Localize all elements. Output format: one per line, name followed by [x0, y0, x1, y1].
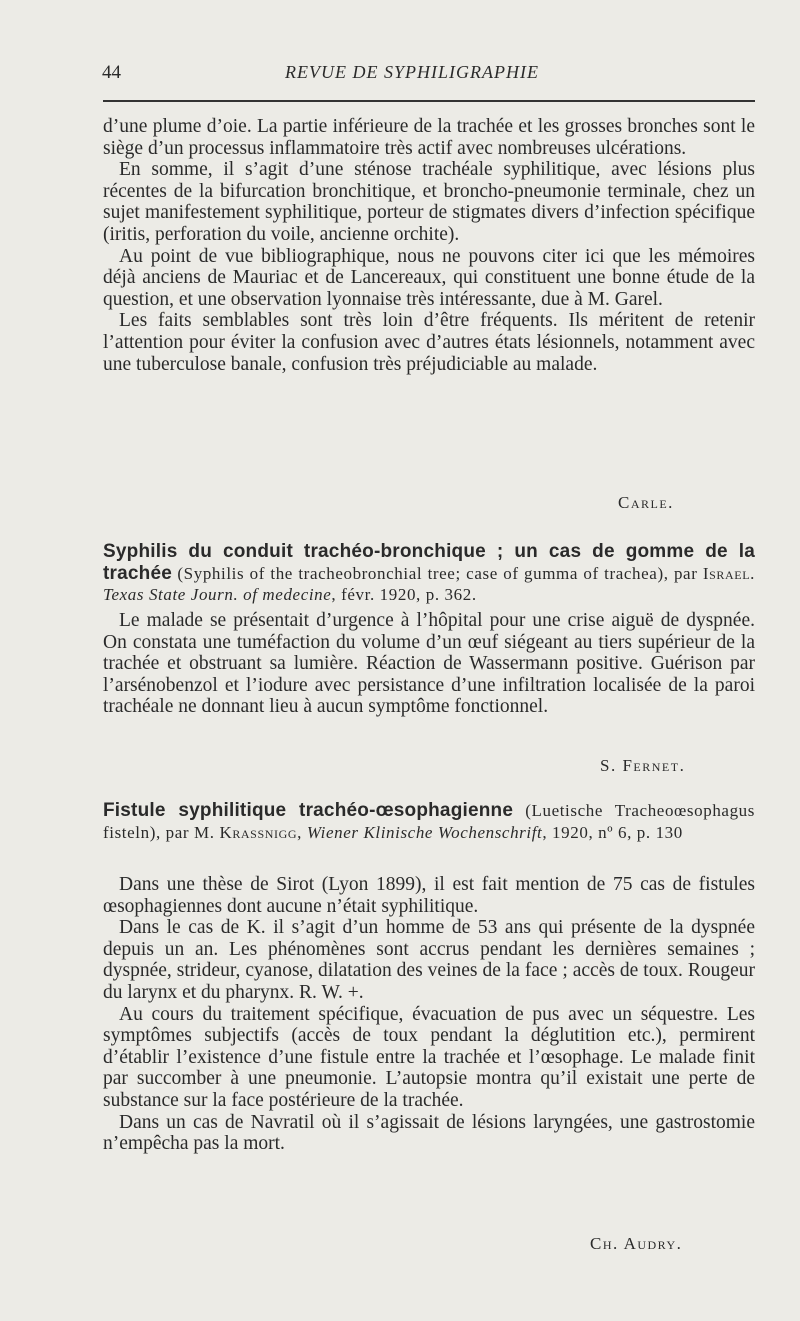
continuation-text — [103, 116, 755, 375]
running-title: REVUE DE SYPHILIGRAPHIE — [285, 62, 539, 82]
entry-heading — [103, 800, 755, 843]
paragraph: Dans une thèse de Sirot (Lyon 1899), il est fait mention de 75 cas de fistules œsophagiennes dont aucune n’était syphilitique. — [103, 874, 755, 917]
entry-body — [103, 874, 755, 1155]
entry-reference: (Luetische Tracheoœsophagus fisteln), par M. — [103, 801, 755, 842]
entry-title: Fistule syphilitique trachéo-œsophagienne — [103, 800, 514, 821]
entry-reference-end: , févr. 1920, p. 362. — [331, 585, 477, 605]
entry-reference: (Syphilis of the tracheobronchial tree; case of gumma of trachea), par — [172, 563, 703, 583]
header-rule — [103, 100, 755, 102]
paragraph: d’une plume d’oie. La partie inférieure de la trachée et les grosses bronches sont le siège d’un processus inflammatoire très actif avec nombreuses ulcérations. — [103, 116, 755, 159]
entry-journal: Texas State Journ. of medecine — [103, 585, 332, 605]
entry-reference-end: , 1920, nº 6, p. 130 — [542, 822, 683, 842]
signature-fernet: S. Fernet. — [600, 756, 686, 775]
signature-carle: Carle. — [618, 493, 674, 512]
page-number: 44 — [102, 62, 121, 83]
entry-author: Israel — [702, 563, 751, 583]
entry-reference-sep: , — [297, 822, 307, 842]
paragraph: Dans le cas de K. il s’agit d’un homme de 53 ans qui présente de la dyspnée depuis un an. Les phénomènes sont accrus pendant les dernières semaines ; dyspnée, strideur, cyanose, dilatation des veines de la face ; accès de toux. Rougeur du larynx et du pharynx. R. W. +. — [103, 917, 755, 1003]
entry-author: Krassnigg — [219, 822, 298, 842]
paragraph: Au point de vue bibliographique, nous ne pouvons citer ici que les mémoires déjà anciens de Mauriac et de Lancereaux, qui constituent une bonne étude de la question, et une observation lyonnaise très intéressante, due à M. Garel. — [103, 245, 755, 310]
paragraph: Le malade se présentait d’urgence à l’hôpital pour une crise aiguë de dyspnée. On constata une tuméfaction du volume d’un œuf siégeant au tiers supérieur de la trachée et obstruant sa lumière. Réaction de Wassermann positive. Guérison par l’arsénobenzol et l’iodure avec persistance d’une infiltration localisée de la paroi trachéale ne donnant lieu à aucun symptôme fonctionnel. — [103, 610, 755, 718]
paragraph: Dans un cas de Navratil où il s’agissait de lésions laryngées, une gastrostomie n’empêcha pas la mort. — [103, 1111, 755, 1155]
page-header — [100, 62, 755, 86]
entry-reference-sep: . — [750, 563, 755, 583]
entry-journal: Wiener Klinische Wochenschrift — [306, 822, 543, 842]
paragraph: Au cours du traitement spécifique, évacuation de pus avec un séquestre. Les symptômes subjectifs (accès de toux pendant la déglutition etc.), permirent d’établir l’existence d’une fistule entre la trachée et l’œsophage. Le malade finit par succomber à une pneumonie. L’autopsie montra qu’il existait une perte de substance sur la face postérieure de la trachée. — [103, 1003, 755, 1111]
paragraph: En somme, il s’agit d’une sténose trachéale syphilitique, avec lésions plus récentes de la bifurcation bronchitique, et broncho-pneumonie terminale, chez un sujet manifestement syphilitique, porteur de stigmates divers d’infection spécifique (iritis, perforation du voile, ancienne orchite). — [103, 159, 755, 245]
paragraph: Les faits semblables sont très loin d’être fréquents. Ils méritent de retenir l’attention pour éviter la confusion avec d’autres états lésionnels, notamment avec une tuberculose banale, confusion très préjudiciable au malade. — [103, 310, 755, 375]
entry-body — [103, 610, 755, 718]
signature-audry: Ch. Audry. — [590, 1234, 683, 1253]
entry-title: Syphilis du conduit trachéo-bronchique ; un cas de gomme de la trachée — [103, 541, 755, 584]
entry-heading — [103, 541, 755, 606]
